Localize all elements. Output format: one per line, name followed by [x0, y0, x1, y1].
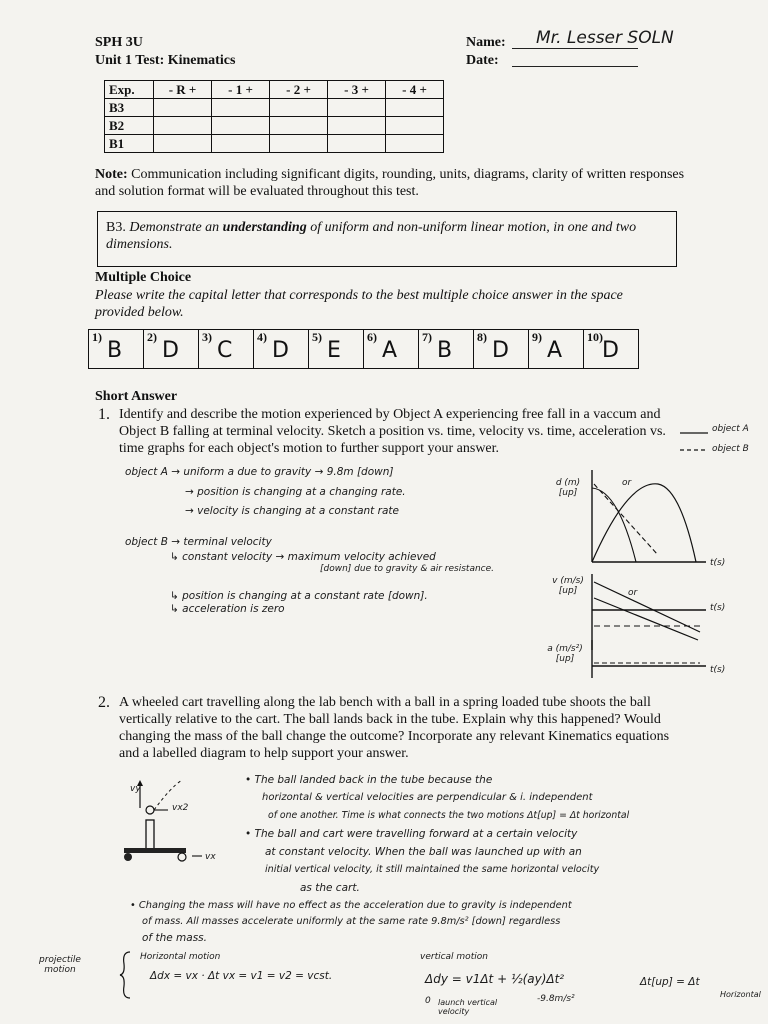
q2-answer-line: of mass. All masses accelerate uniformly at the same rate 9.8m/s² [down] regardless [142, 916, 561, 927]
q2-answer-line: of one another. Time is what connects the two motions Δt[up] = Δt horizontal [268, 810, 630, 821]
a-axis-label: a (m/s²) [up] [547, 644, 583, 664]
time-equation: Δt[up] = Δt [640, 976, 700, 988]
rubric-cell [386, 117, 444, 135]
horizontal-equation: Δdx = vx · Δt vx = v1 = v2 = vcst. [150, 970, 333, 982]
legend-object-b: object B [712, 444, 749, 454]
rubric-cell [270, 117, 328, 135]
mc-answer: C [217, 338, 233, 363]
rubric-cell [212, 135, 270, 153]
rubric-header-cell: - 1 + [212, 81, 270, 99]
q2-answer-line: • Changing the mass will have no effect as the acceleration due to gravity is independent [130, 900, 572, 911]
rubric-header-row [105, 81, 444, 99]
mc-cell[interactable] [419, 330, 474, 369]
vertical-equation: Δdy = v1Δt + ½(ay)Δt² [425, 972, 565, 986]
mc-instructions: Please write the capital letter that corresponds to the best multiple choice answer in the space provided below. [95, 288, 623, 320]
mc-cell[interactable] [199, 330, 254, 369]
mc-answer: B [107, 338, 123, 363]
v-axis-label: v (m/s) [up] [552, 576, 584, 596]
course-code: SPH 3U [95, 35, 143, 50]
cart-diagram [110, 778, 220, 868]
course-header [95, 34, 235, 70]
rubric-cell [154, 117, 212, 135]
legend-object-a: object A [712, 424, 749, 434]
horizontal-motion-title: Horizontal motion [140, 952, 221, 962]
mc-cell[interactable] [254, 330, 309, 369]
projectile-motion-label: projectile motion [39, 955, 81, 975]
q2-number: 2. [98, 694, 110, 711]
time-equation-subscript: Horizontal [720, 990, 761, 999]
mc-answer: D [602, 338, 619, 363]
name-underline [512, 48, 638, 49]
mc-number: 7) [422, 330, 432, 344]
d-axis-label: d (m) [up] [555, 478, 581, 498]
rubric-cell [328, 135, 386, 153]
mc-number: 9) [532, 330, 542, 344]
rubric-row-label: B1 [105, 135, 154, 153]
mc-number: 5) [312, 330, 322, 344]
note-text: Communication including significant digits, rounding, units, diagrams, clarity of written responses and solution format will be evaluated throughout this test. [95, 167, 685, 199]
rubric-row [105, 135, 444, 153]
rubric-row [105, 117, 444, 135]
b3-emphasis: understanding [222, 220, 307, 235]
rubric-header-cell: - 3 + [328, 81, 386, 99]
rubric-row-label: B3 [105, 99, 154, 117]
rubric-cell [154, 135, 212, 153]
rubric-cell [270, 135, 328, 153]
rubric-cell [212, 117, 270, 135]
q2-text: A wheeled cart travelling along the lab bench with a ball in a spring loaded tube shoots the ball vertically relative to the cart. The ball lands back in the tube. Explain why this happened? Would changing the mass of the ball change the outcome? Incorporate any relevant Kinematics equations and a labelled diagram to help support your answer. [119, 695, 670, 761]
mc-cell[interactable] [89, 330, 144, 369]
mc-cell[interactable] [529, 330, 584, 369]
t-axis-label: t(s) [710, 665, 726, 675]
rubric-table [104, 80, 444, 153]
note-label: Note: [95, 167, 128, 182]
mc-answer-table [88, 329, 639, 369]
mc-answer: E [327, 338, 341, 363]
t-axis-label: t(s) [710, 558, 726, 568]
q2-answer-line: horizontal & vertical velocities are perpendicular & i. independent [262, 792, 593, 803]
short-answer-title: Short Answer [95, 389, 178, 404]
mc-number: 1) [92, 330, 102, 344]
vertical-motion-title: vertical motion [420, 952, 488, 962]
mc-answer: D [492, 338, 509, 363]
q2-answer-line: as the cart. [300, 882, 360, 894]
unit-title: Unit 1 Test: Kinematics [95, 53, 236, 68]
date-underline [512, 66, 638, 67]
note-paragraph [95, 166, 685, 200]
q1-answer-line: → position is changing at a changing rate. [185, 486, 406, 498]
mc-number: 8) [477, 330, 487, 344]
q1-answer-line: object B → terminal velocity [125, 536, 272, 548]
q1-answer-line: ↳ constant velocity → maximum velocity achieved [170, 551, 436, 563]
mc-title: Multiple Choice [95, 270, 192, 285]
b3-text-after: of uniform and non-uniform linear motion, in one and two dimensions. [106, 220, 637, 252]
q2-answer-line: of the mass. [142, 932, 207, 944]
rubric-cell [328, 99, 386, 117]
q2-answer-line: at constant velocity. When the ball was launched up with an [265, 846, 582, 858]
b3-expectation-box [97, 211, 677, 267]
rubric-cell [154, 99, 212, 117]
rubric-cell [212, 99, 270, 117]
mc-answer: D [162, 338, 179, 363]
mc-number: 10) [587, 330, 603, 344]
q1-answer-line: [down] due to gravity & air resistance. [320, 564, 495, 574]
mc-cell[interactable] [584, 330, 639, 369]
rubric-row-label: B2 [105, 117, 154, 135]
mc-answer: D [272, 338, 289, 363]
mc-cell[interactable] [309, 330, 364, 369]
mc-answer: A [382, 338, 398, 363]
q1-answer-line: ↳ position is changing at a constant rate [down]. [170, 590, 428, 602]
or-label: or [622, 478, 632, 488]
mc-cell[interactable] [474, 330, 529, 369]
rubric-cell [386, 135, 444, 153]
mc-number: 6) [367, 330, 377, 344]
rubric-header-cell: - 4 + [386, 81, 444, 99]
name-label: Name: [466, 35, 506, 50]
mc-number: 2) [147, 330, 157, 344]
zero-label: 0 [425, 996, 431, 1006]
date-label: Date: [466, 53, 499, 68]
rubric-header-cell: - R + [154, 81, 212, 99]
legend-lines [680, 428, 710, 452]
mc-cell[interactable] [364, 330, 419, 369]
mc-answer: A [547, 338, 563, 363]
rubric-header-cell: - 2 + [270, 81, 328, 99]
t-axis-label: t(s) [710, 603, 726, 613]
q2-answer-line: initial vertical velocity, it still maintained the same horizontal velocity [265, 864, 600, 875]
rubric-row [105, 99, 444, 117]
or-label: or [628, 588, 638, 598]
b3-label: B3. [106, 220, 126, 235]
q1-answer-line: → velocity is changing at a constant rate [185, 505, 399, 517]
vx-ball-label: vx2 [172, 803, 189, 813]
mc-cell[interactable] [144, 330, 199, 369]
curly-brace [118, 950, 132, 1000]
mc-answer: B [437, 338, 453, 363]
q1-motion-graphs [588, 470, 708, 680]
q1-answer-line: ↳ acceleration is zero [170, 603, 285, 615]
vx-cart-label: vx [205, 852, 216, 862]
name-value: Mr. Lesser SOLN [536, 28, 674, 48]
launch-velocity-label: launch vertical velocity [438, 998, 498, 1016]
rubric-cell [386, 99, 444, 117]
q2-answer-line: • The ball and cart were travelling forward at a certain velocity [245, 828, 578, 840]
q1-number: 1. [98, 406, 110, 423]
q1-answer-line: object A → uniform a due to gravity → 9.8m [down] [125, 466, 394, 478]
b3-text-before: Demonstrate an [129, 220, 220, 235]
vy-label: vy [130, 784, 141, 794]
name-date-block [466, 34, 506, 70]
rubric-cell [270, 99, 328, 117]
q2-answer-line: • The ball landed back in the tube because the [245, 774, 493, 786]
mc-number: 3) [202, 330, 212, 344]
rubric-cell [328, 117, 386, 135]
rubric-header-cell: Exp. [105, 81, 154, 99]
mc-number: 4) [257, 330, 267, 344]
gravity-label: -9.8m/s² [537, 994, 575, 1004]
q1-text: Identify and describe the motion experienced by Object A experiencing free fall in a vaccum and Object B falling at terminal velocity. Sketch a position vs. time, velocity vs. time, acceleration vs. time graphs for each object's motion to further support your answer. [119, 407, 666, 456]
